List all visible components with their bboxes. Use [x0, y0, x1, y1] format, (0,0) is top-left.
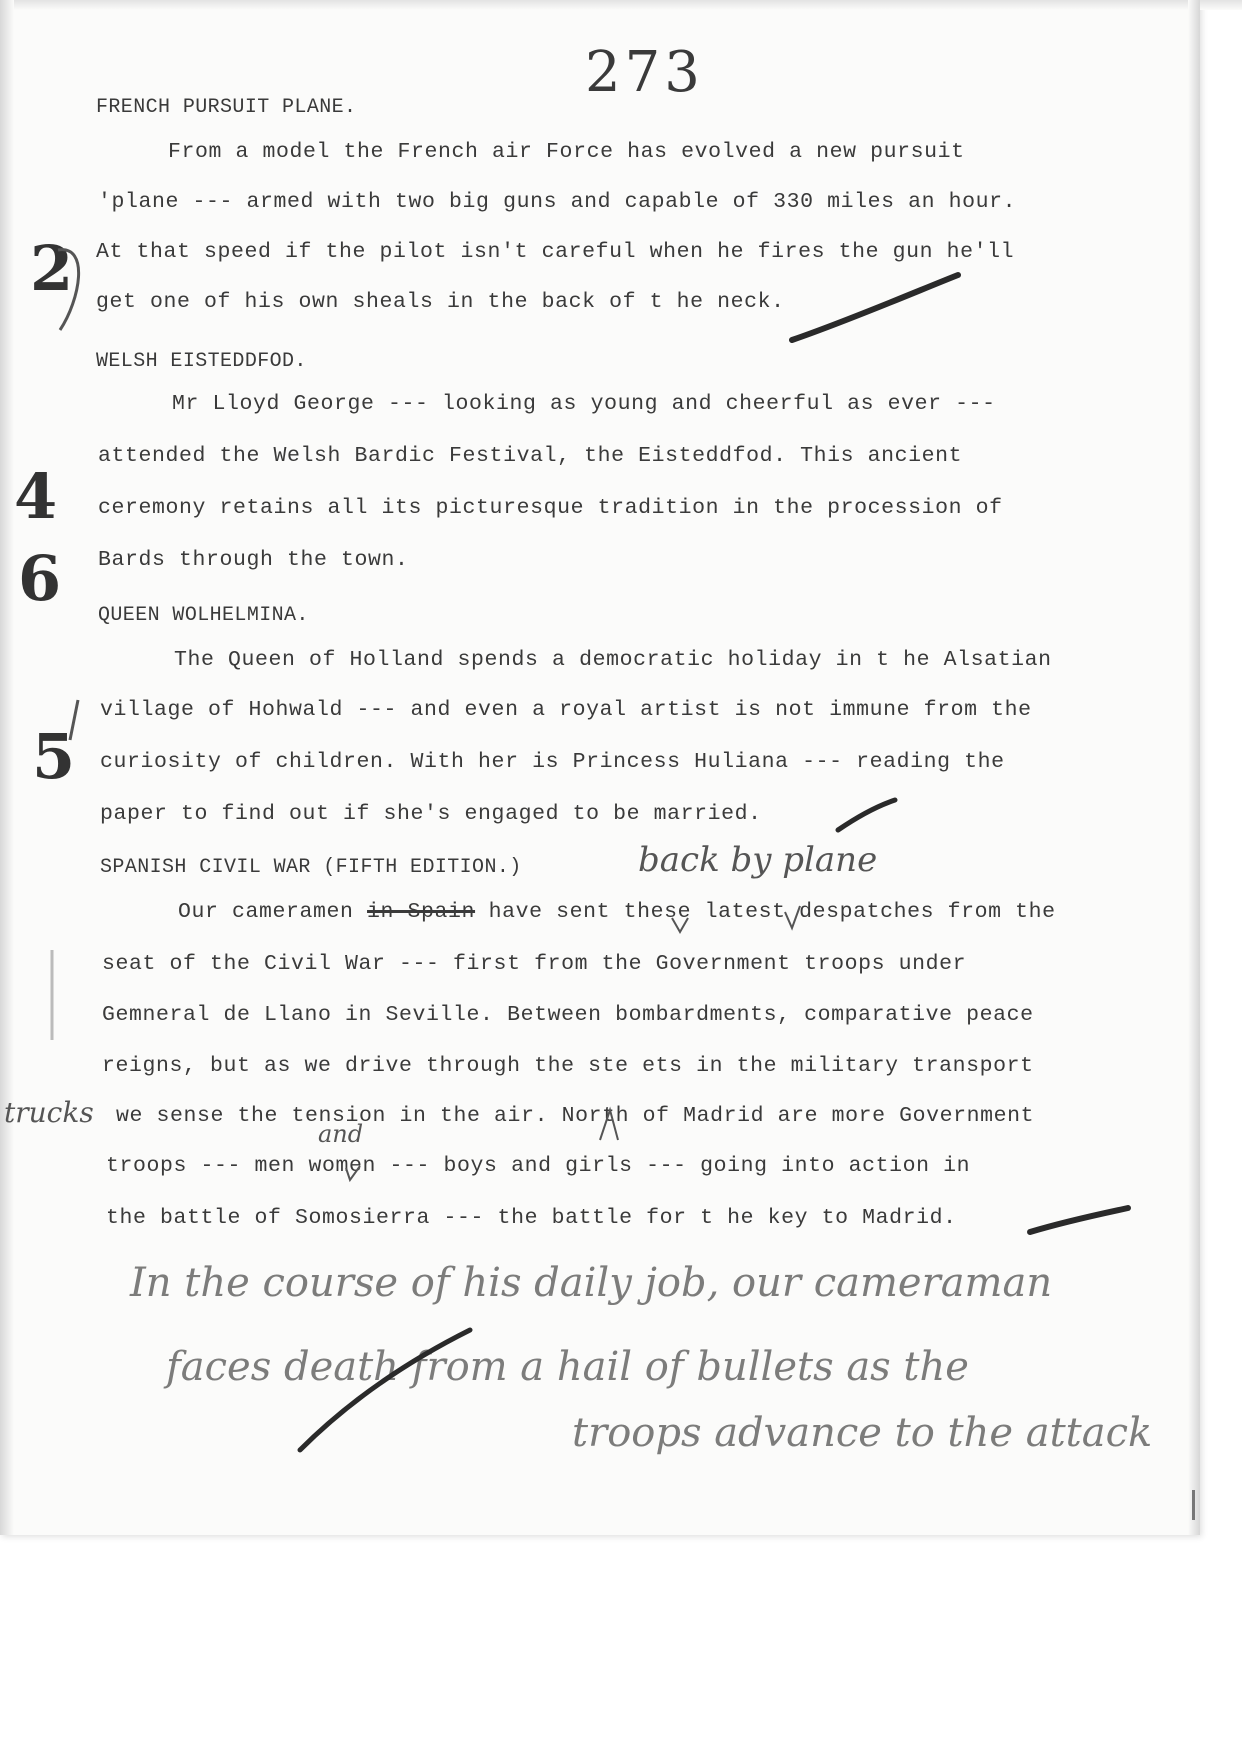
text-line: Gemneral de Llano in Seville. Between bombardments, comparative peace [102, 1003, 1034, 1027]
handwritten-insert: trucks [4, 1096, 94, 1129]
paper-left-edge [0, 0, 14, 1535]
section-heading-french-plane: FRENCH PURSUIT PLANE. [96, 96, 357, 119]
section-heading-queen-wolhelmina: QUEEN WOLHELMINA. [98, 604, 309, 627]
text-line: ceremony retains all its picturesque tradition in the procession of [98, 496, 1003, 520]
handwritten-note-line: faces death from a hail of bullets as the [166, 1344, 969, 1390]
margin-number: 5 [32, 720, 76, 793]
text-line: the battle of Somosierra --- the battle for t he key to Madrid. [106, 1206, 957, 1230]
text-fragment: have sent these latest despatches from the [475, 900, 1056, 924]
text-line: attended the Welsh Bardic Festival, the Eisteddfod. This ancient [98, 444, 963, 468]
handwritten-note-line: troops advance to the attack [572, 1410, 1153, 1456]
page-number: 273 [585, 40, 704, 105]
text-line-with-strikeout [178, 900, 1056, 924]
section-heading-spanish-civil-war: SPANISH CIVIL WAR (FIFTH EDITION.) [100, 856, 522, 879]
text-fragment: Our cameramen [178, 900, 368, 924]
text-line: Mr Lloyd George --- looking as young and cheerful as ever --- [172, 392, 996, 416]
text-line: The Queen of Holland spends a democratic holiday in t he Alsatian [174, 648, 1052, 672]
text-line: Bards through the town. [98, 548, 409, 572]
text-line: From a model the French air Force has evolved a new pursuit [168, 140, 965, 164]
handwritten-insert: back by plane [638, 840, 878, 880]
text-line: reigns, but as we drive through the ste ets in the military transport [102, 1054, 1034, 1078]
text-line: troops --- men women --- boys and girls --- going into action in [106, 1154, 971, 1178]
text-line: 'plane --- armed with two big guns and capable of 330 miles an hour. [98, 190, 1017, 214]
text-line: curiosity of children. With her is Princess Huliana --- reading the [100, 750, 1005, 774]
text-line: village of Hohwald --- and even a royal artist is not immune from the [100, 698, 1032, 722]
text-line: seat of the Civil War --- first from the Government troops under [102, 952, 967, 976]
struck-text: in Spain [367, 900, 476, 924]
handwritten-note-line: In the course of his daily job, our cameraman [130, 1260, 1053, 1306]
text-line: paper to find out if she's engaged to be married. [100, 802, 762, 826]
text-line: At that speed if the pilot isn't careful when he fires the gun he'll [96, 240, 1015, 264]
section-heading-welsh-eisteddfod: WELSH EISTEDDFOD. [96, 350, 307, 373]
margin-number: 2 [30, 232, 74, 305]
text-line: get one of his own sheals in the back of t he neck. [96, 290, 785, 314]
handwritten-insert: and [318, 1120, 364, 1148]
paper-edge-mark [1192, 1490, 1195, 1520]
margin-number: 4 [14, 460, 58, 533]
paper-top-edge [0, 0, 1242, 10]
paper-right-edge [1188, 0, 1200, 1535]
margin-number: 6 [18, 542, 62, 615]
text-line: we sense the tension in the air. North of Madrid are more Government [116, 1104, 1035, 1128]
